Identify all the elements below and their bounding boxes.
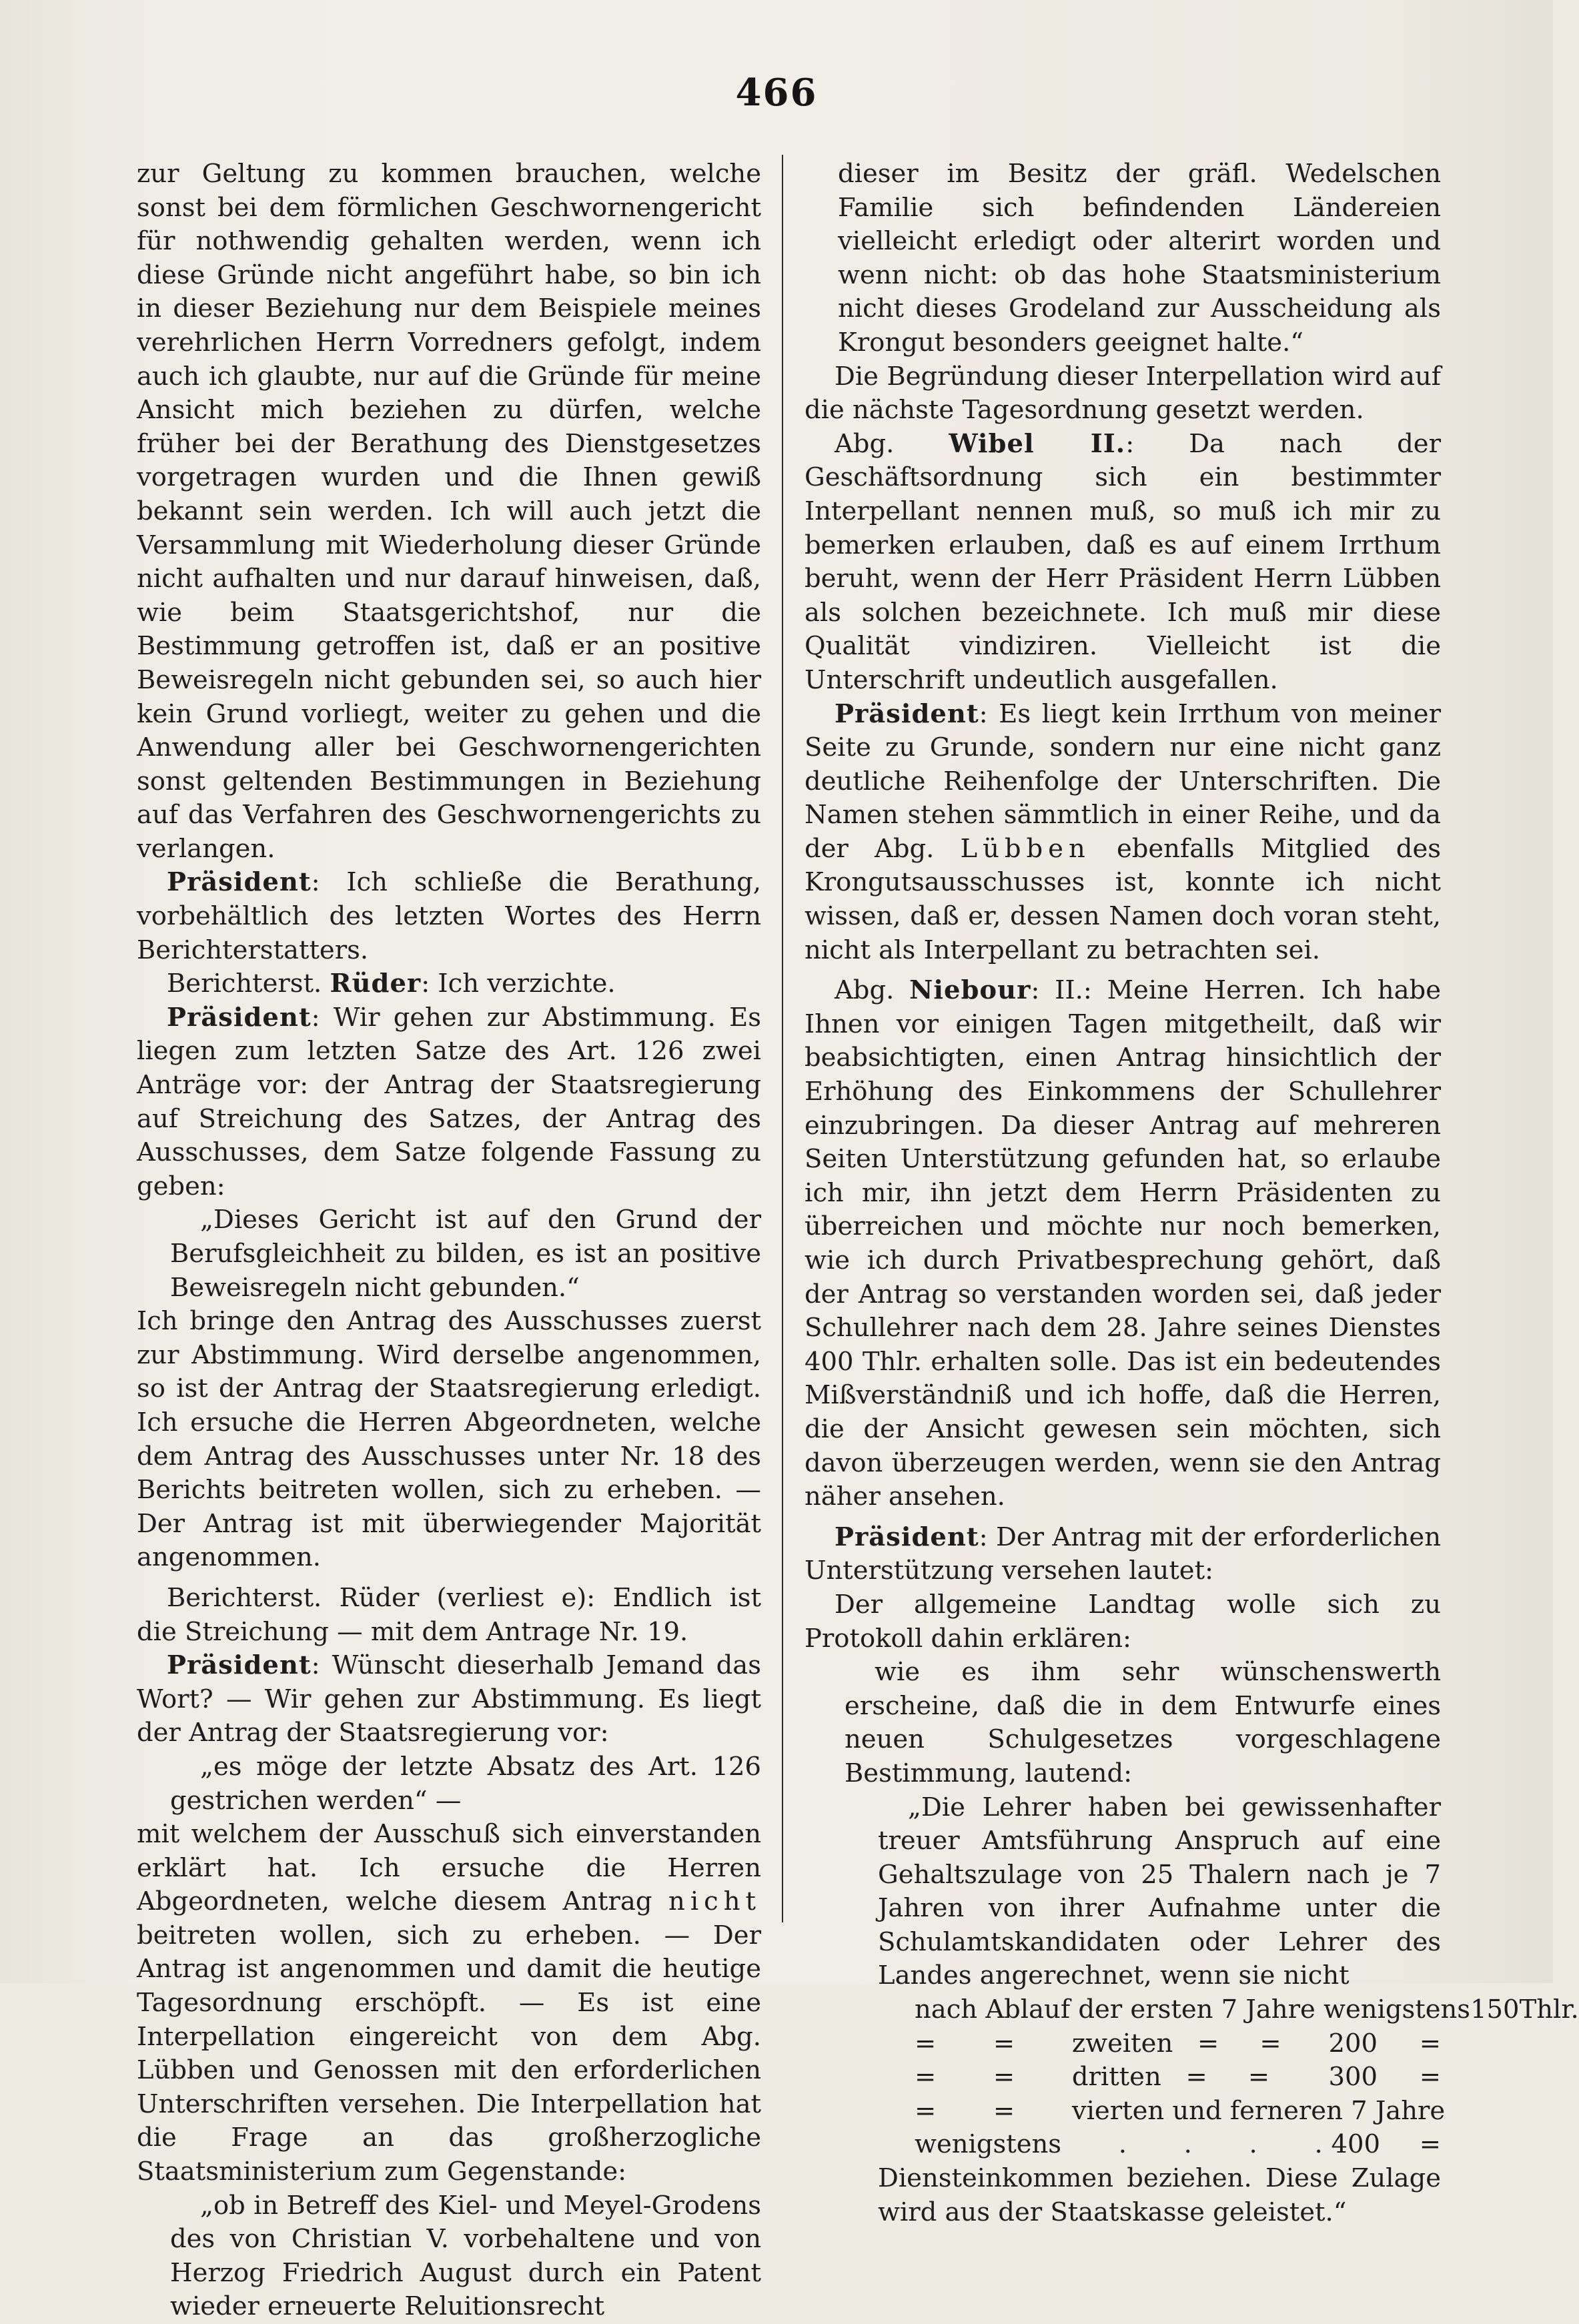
speaker-title: Abg. [835,428,949,459]
paragraph: Berichterst. Rüder (verliest e): Endlich ist die Streichung — mit dem Antrage Nr. 19. [137,1582,761,1647]
salary-table-row [915,2027,1441,2061]
salary-table-row [915,2095,1446,2129]
salary-row-amount: 150 [1470,1994,1520,2025]
speaker-name: Präsident [835,698,979,729]
salary-row-label: = = vierten und ferneren 7 Jahre [915,2095,1446,2126]
paragraph [805,974,1441,1514]
emphasized-word: nicht [668,1886,761,1917]
quoted-motion: „Dieses Gericht ist auf den Grund der Berufsgleichheit zu bilden, es ist an positive Beweisregeln nicht gebunden.“ [170,1205,761,1303]
speaker-name: Wibel II. [949,428,1126,459]
speaker-name: Präsident [167,1002,312,1033]
paragraph [137,866,761,967]
salary-row-unit: = [1419,2062,1441,2093]
paragraph [805,698,1441,968]
speech-text: : Wünscht dieserhalb Jemand das Wort? — Wir gehen zur Abstimmung. Es liegt der Antrag der Staatsregierung vor: [137,1650,761,1748]
speaker-name: Rüder [330,969,422,999]
speaker-name: Präsident [167,867,312,898]
paragraph [805,1521,1441,1588]
speech-text: : Wir gehen zur Abstimmung. Es liegen zum letzten Satze des Art. 126 zwei Anträge vor: der Antrag der Staatsregierung auf Streichung des Satzes, der Antrag des Ausschusses, dem Satze folgende Fassung zu geben: [137,1002,761,1201]
paragraph: Ich bringe den Antrag des Ausschusses zuerst zur Abstimmung. Wird derselbe angenommen, so ist der Antrag der Staatsregierung erledigt. Ich ersuche die Herren Abgeordneten, welche dem Antrag des Ausschusses unter Nr. 18 des Berichts beitreten wollen, sich zu erheben. — Der Antrag ist mit überwiegender Majorität angenommen. [137,1306,761,1573]
salary-row-label: = = dritten = = [915,2062,1270,2093]
salary-row-amount: 200 [1328,2028,1378,2059]
speech-text: : Ich verzichte. [421,969,616,999]
quoted-motion: „es möge der letzte Absatz des Art. 126 gestrichen werden“ — [170,1751,761,1816]
speaker-title: Abg. [835,975,910,1006]
speech-text: : Der Antrag mit der erforderlichen Unterstützung versehen lautet: [805,1522,1441,1586]
paragraph [137,1649,761,1750]
salary-row-amount: 300 [1328,2062,1378,2093]
right-column [805,157,1579,2229]
paragraph [137,1001,761,1204]
salary-row-unit: = [1419,2028,1441,2059]
paragraph [805,428,1441,698]
salary-table-row [915,2061,1441,2095]
speech-text: : Ich schließe die Berathung, vorbehältlich des letzten Wortes des Herrn Berichterstatters. [137,867,761,965]
salary-table-row [915,1993,1579,2027]
left-column [137,157,761,2324]
speech-text: beitreten wollen, sich zu erheben. — Der Antrag ist angenommen und damit die heutige Tagesordnung erschöpft. — Es ist eine Interpellation eingereicht von dem Abg. Lübben und Genossen mit den erforderlichen Unterschriften versehen. Die Interpellation hat die Frage an das großherzogliche Staatsministerium zum Gegenstande: [137,1920,761,2187]
paragraph [137,1818,761,2189]
interpellation-quote: „ob in Betreff des Kiel- und Meyel-Grodens des von Christian V. vorbehaltene und von Herzog Friedrich August durch ein Patent wieder erneuerte Reluitionsrecht [170,2190,761,2322]
salary-row-unit: Thlr. [1519,1994,1579,2025]
salary-row-label: = = zweiten = = [915,2028,1281,2059]
interpellation-quote-continued: dieser im Besitz der gräfl. Wedelschen Familie sich befindenden Ländereien vielleicht erledigt oder alterirt worden und wenn nicht: ob das hohe Staatsministerium nicht dieses Grodeland zur Ausscheidung als Krongut besonders geeignet halte.“ [838,159,1441,358]
speech-text: ebenfalls Mitglied des Krongutsausschusses ist, konnte ich nicht wissen, daß er, dessen Namen doch voran steht, nicht als Interpellant zu betrachten sei. [805,833,1441,965]
motion-intro: Der allgemeine Landtag wolle sich zu Protokoll dahin erklären: [805,1589,1441,1654]
salary-row-label: wenigstens . . . . [915,2129,1323,2160]
speech-text: : Da nach der Geschäftsordnung sich ein bestimmter Interpellant nennen muß, so muß ich mir zu bemerken erlauben, daß es auf einem Irrthum beruht, wenn der Herr Präsident Herrn Lübben als solchen bezeichnete. Ich muß mir diese Qualität vindiziren. Vielleicht ist die Unterschrift undeutlich ausgefallen. [805,428,1441,695]
salary-row-label: nach Ablauf der ersten 7 Jahre wenigstens [915,1994,1471,2025]
paragraph [137,967,761,1001]
page-number: 466 [735,71,818,115]
speech-text: mit welchem der Ausschuß sich einverstanden erklärt hat. Ich ersuche die Herren Abgeordneten, welche diesem Antrag [137,1819,761,1917]
paragraph: Die Begründung dieser Interpellation wird auf die nächste Tagesordnung gesetzt werden. [805,361,1441,426]
spaced-name: Lübben [960,833,1091,864]
speech-text: : II.: Meine Herren. Ich habe Ihnen vor einigen Tagen mitgetheilt, daß wir beabsichtigten, einen Antrag hinsichtlich der Erhöhung des Einkommens der Schullehrer einzubringen. Da dieser Antrag auf mehreren Seiten Unterstützung gefunden hat, so erlaube ich mir, ihn jetzt dem Herrn Präsidenten zu überreichen und möchte nur noch bemerken, wie ich durch Privatbesprechung gehört, daß der Antrag so verstanden worden sei, daß jeder Schullehrer nach dem 28. Jahre seines Dienstes 400 Thlr. erhalten solle. Das ist ein bedeutendes Mißverständniß und ich hoffe, daß die Herren, die der Ansicht gewesen sein möchten, sich davon überzeugen werden, wenn sie den Antrag näher ansehen. [805,975,1441,1512]
motion-quote: „Die Lehrer haben bei gewissenhafter treuer Amtsführung Anspruch auf eine Gehaltszulage von 25 Thalern nach je 7 Jahren von ihrer Aufnahme unter die Schulamtskandidaten oder Lehrer des Landes angerechnet, wenn sie nicht [878,1792,1441,1991]
salary-table-row [915,2128,1441,2162]
speech-text: : Es liegt kein Irrthum von meiner Seite zu Grunde, sondern nur eine nicht ganz deutliche Reihenfolge der Unterschriften. Die Namen stehen sämmtlich in einer Reihe, und da der Abg. [805,698,1441,864]
speaker-title: Berichterst. [167,969,330,999]
salary-row-unit: = [1419,2129,1441,2160]
motion-clause: wie es ihm sehr wünschenswerth erscheine, daß die in dem Entwurfe eines neuen Schulgesetzes vorgeschlagene Bestimmung, lautend: [845,1657,1441,1788]
salary-table [805,1993,1579,2162]
speaker-name: Präsident [835,1522,979,1552]
speaker-name: Niebour [909,975,1031,1006]
column-divider [782,155,783,1922]
salary-row-amount: 400 [1331,2129,1380,2160]
motion-closing: Diensteinkommen beziehen. Diese Zulage wird aus der Staatskasse geleistet.“ [878,2163,1441,2227]
paragraph: zur Geltung zu kommen brauchen, welche sonst bei dem förmlichen Geschwornengericht für nothwendig gehalten werden, wenn ich diese Gründe nicht angeführt habe, so bin ich in dieser Beziehung nur dem Beispiele meines verehrlichen Herrn Vorredners gefolgt, indem auch ich glaubte, nur auf die Gründe für meine Ansicht mich beziehen zu dürfen, welche früher bei der Berathung des Dienstgesetzes vorgetragen wurden und die Ihnen gewiß bekannt sein werden. Ich will auch jetzt die Versammlung mit Wiederholung dieser Gründe nicht aufhalten und nur darauf hinweisen, daß, wie beim Staatsgerichtshof, nur die Bestimmung getroffen ist, daß er an positive Beweisregeln nicht gebunden sei, so auch hier kein Grund vorliegt, weiter zu gehen und die Anwendung aller bei Geschwornengerichten sonst geltenden Bestimmungen in Beziehung auf das Verfahren des Geschwornengerichts zu verlangen. [137,159,761,864]
speaker-name: Präsident [167,1650,312,1681]
